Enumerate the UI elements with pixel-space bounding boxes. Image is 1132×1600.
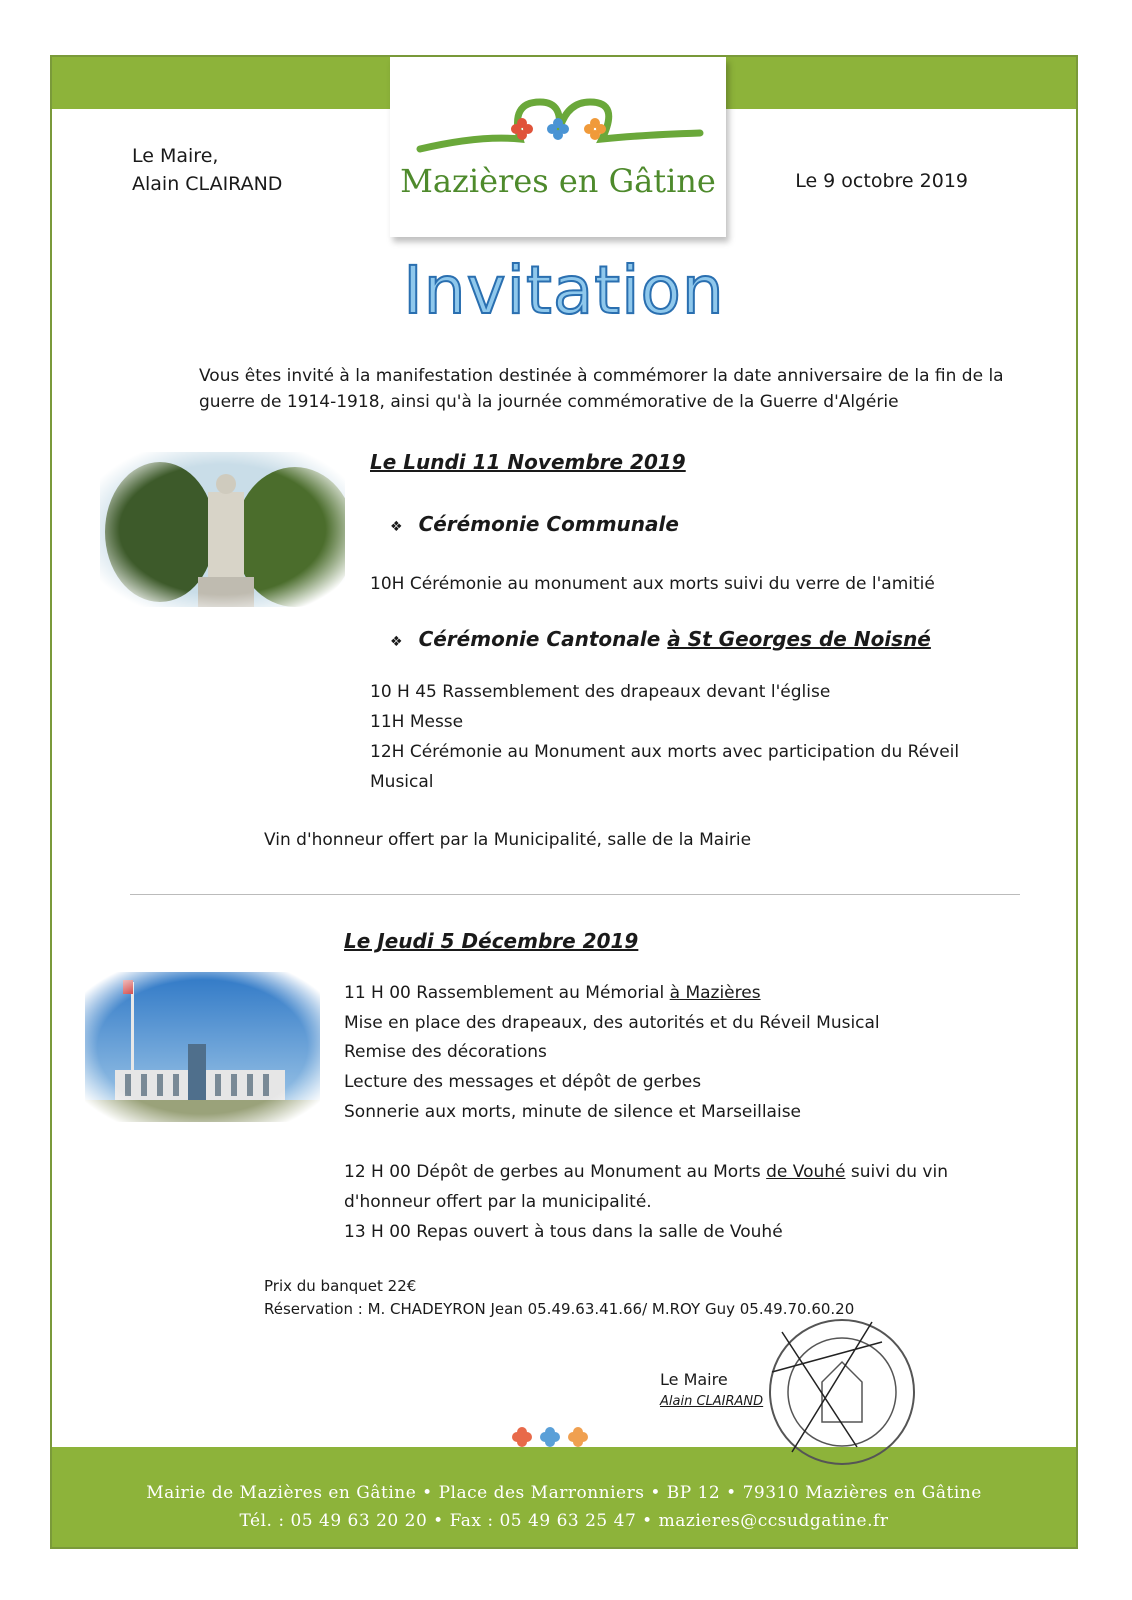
bullet-diamond-icon: ❖ [390,519,403,535]
footer-flowers-icon [510,1423,590,1449]
logo-text: Mazières en Gâtine [400,162,716,200]
sender-title: Le Maire, [132,145,219,167]
footer-line-1: Mairie de Mazières en Gâtine • Place des Marronniers • BP 12 • 79310 Mazières en Gâtine [146,1483,982,1503]
letter-date: Le 9 octobre 2019 [795,170,968,192]
event2-date: Le Jeudi 5 Décembre 2019 [344,929,639,953]
ceremony2-title: Cérémonie Cantonale [418,627,668,651]
sender-block [132,142,282,198]
reception-line: Vin d'honneur offert par la Municipalité, salle de la Mairie [264,830,752,850]
ceremony2-heading [390,627,931,651]
ceremony1-heading [390,512,679,536]
signature-name: Alain CLAIRAND [660,1394,764,1409]
event2-line-1-location: à Mazières [669,983,761,1003]
town-hall-stamp [762,1312,922,1472]
ceremony1-title: Cérémonie Communale [418,512,679,536]
ceremony2-line-2: 11H Messe [370,712,464,732]
page-frame [50,55,1078,1549]
ceremony2-line-4: Musical [370,772,434,792]
event2-line-8: 13 H 00 Repas ouvert à tous dans la salle de Vouhé [344,1222,783,1242]
logo-emblem-icon [390,57,726,167]
event2-line-1-text: 11 H 00 Rassemblement au Mémorial [344,983,670,1003]
bullet-diamond-icon: ❖ [390,634,403,650]
event2-line-6-location: de Vouhé [766,1162,846,1182]
banquet-price: Prix du banquet 22€ [264,1277,417,1295]
signature-block [660,1369,763,1413]
footer-line-2: Tél. : 05 49 63 20 20 • Fax : 05 49 63 25 47 • mazieres@ccsudgatine.fr [239,1511,889,1531]
event1-date: Le Lundi 11 Novembre 2019 [370,450,686,474]
signature-title: Le Maire [660,1370,728,1389]
war-memorial-photo [100,452,345,607]
memorial-monument-photo [85,972,320,1122]
event2-line-5: Sonnerie aux morts, minute de silence et Marseillaise [344,1102,802,1122]
event2-line-3: Remise des décorations [344,1042,547,1062]
invitation-title: Invitation [403,252,725,329]
event2-line-6-text: 12 H 00 Dépôt de gerbes au Monument au Morts [344,1162,767,1182]
ceremony2-line-3: 12H Cérémonie au Monument aux morts avec participation du Réveil [370,742,960,762]
reservation-contacts: Réservation : M. CHADEYRON Jean 05.49.63.41.66/ M.ROY Guy 05.49.70.60.20 [264,1300,855,1318]
event2-line-1 [344,978,761,1008]
event2-line-7: d'honneur offert par la municipalité. [344,1192,652,1212]
event2-line-2: Mise en place des drapeaux, des autorités et du Réveil Musical [344,1013,880,1033]
ceremony2-line-1: 10 H 45 Rassemblement des drapeaux devant l'église [370,682,831,702]
footer-address [52,1479,1076,1535]
intro-paragraph: Vous êtes invité à la manifestation destinée à commémorer la date anniversaire de la fin de la guerre de 1914-1918, ainsi qu'à la journée commémorative de la Guerre d'Algérie [199,366,1004,412]
logo [390,57,726,237]
ceremony1-line: 10H Cérémonie au monument aux morts suivi du verre de l'amitié [370,574,935,594]
event2-line-6 [344,1157,948,1187]
section-divider [130,894,1020,895]
event2-line-4: Lecture des messages et dépôt de gerbes [344,1072,702,1092]
event2-line-6-tail: suivi du vin [845,1162,948,1182]
sender-name: Alain CLAIRAND [132,173,283,195]
bottom-green-band [52,1447,1076,1547]
ceremony2-location: à St Georges de Noisné [667,627,931,651]
